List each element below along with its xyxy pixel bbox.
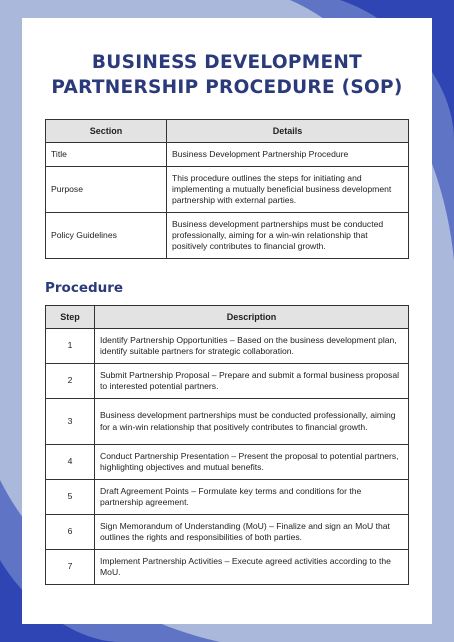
table-row	[46, 167, 409, 213]
section-cell: Purpose	[46, 167, 167, 213]
table-row	[46, 329, 409, 364]
overview-table	[45, 119, 409, 259]
step-number: 3	[46, 399, 95, 445]
step-description: Conduct Partnership Presentation – Present the proposal to potential partners, highlighting objectives and mutual benefits.	[95, 445, 409, 480]
step-description: Draft Agreement Points – Formulate key terms and conditions for the partnership agreement.	[95, 480, 409, 515]
column-header-section: Section	[46, 120, 167, 143]
section-cell: Policy Guidelines	[46, 213, 167, 259]
step-number: 2	[46, 364, 95, 399]
table-row	[46, 364, 409, 399]
table-header-row	[46, 120, 409, 143]
table-row	[46, 143, 409, 167]
table-row	[46, 480, 409, 515]
step-description: Submit Partnership Proposal – Prepare and submit a formal business proposal to interested potential partners.	[95, 364, 409, 399]
table-row	[46, 550, 409, 585]
column-header-details: Details	[167, 120, 409, 143]
step-description: Sign Memorandum of Understanding (MoU) – Finalize and sign an MoU that outlines the rights and responsibilities of both parties.	[95, 515, 409, 550]
step-number: 7	[46, 550, 95, 585]
step-number: 5	[46, 480, 95, 515]
procedure-table	[45, 305, 409, 585]
details-cell: Business development partnerships must be conducted professionally, aiming for a win-win relationship that positively contributes to financial growth.	[167, 213, 409, 259]
table-row	[46, 399, 409, 445]
step-description: Business development partnerships must be conducted professionally, aiming for a win-win relationship that positively contributes to financial growth.	[95, 399, 409, 445]
column-header-description: Description	[95, 306, 409, 329]
column-header-step: Step	[46, 306, 95, 329]
title-line-2: PARTNERSHIP PROCEDURE (SOP)	[51, 77, 403, 98]
section-cell: Title	[46, 143, 167, 167]
step-number: 6	[46, 515, 95, 550]
table-row	[46, 515, 409, 550]
step-number: 1	[46, 329, 95, 364]
step-number: 4	[46, 445, 95, 480]
procedure-heading: Procedure	[45, 280, 124, 296]
title-line-1: BUSINESS DEVELOPMENT	[91, 52, 363, 73]
step-description: Identify Partnership Opportunities – Based on the business development plan, identify suitable partners for strategic collaboration.	[95, 329, 409, 364]
step-description: Implement Partnership Activities – Execute agreed activities according to the MoU.	[95, 550, 409, 585]
table-row	[46, 213, 409, 259]
details-cell: Business Development Partnership Procedure	[167, 143, 409, 167]
document-title	[22, 50, 432, 100]
details-cell: This procedure outlines the steps for initiating and implementing a mutually beneficial business development partnership with external parties.	[167, 167, 409, 213]
table-row	[46, 445, 409, 480]
table-header-row	[46, 306, 409, 329]
